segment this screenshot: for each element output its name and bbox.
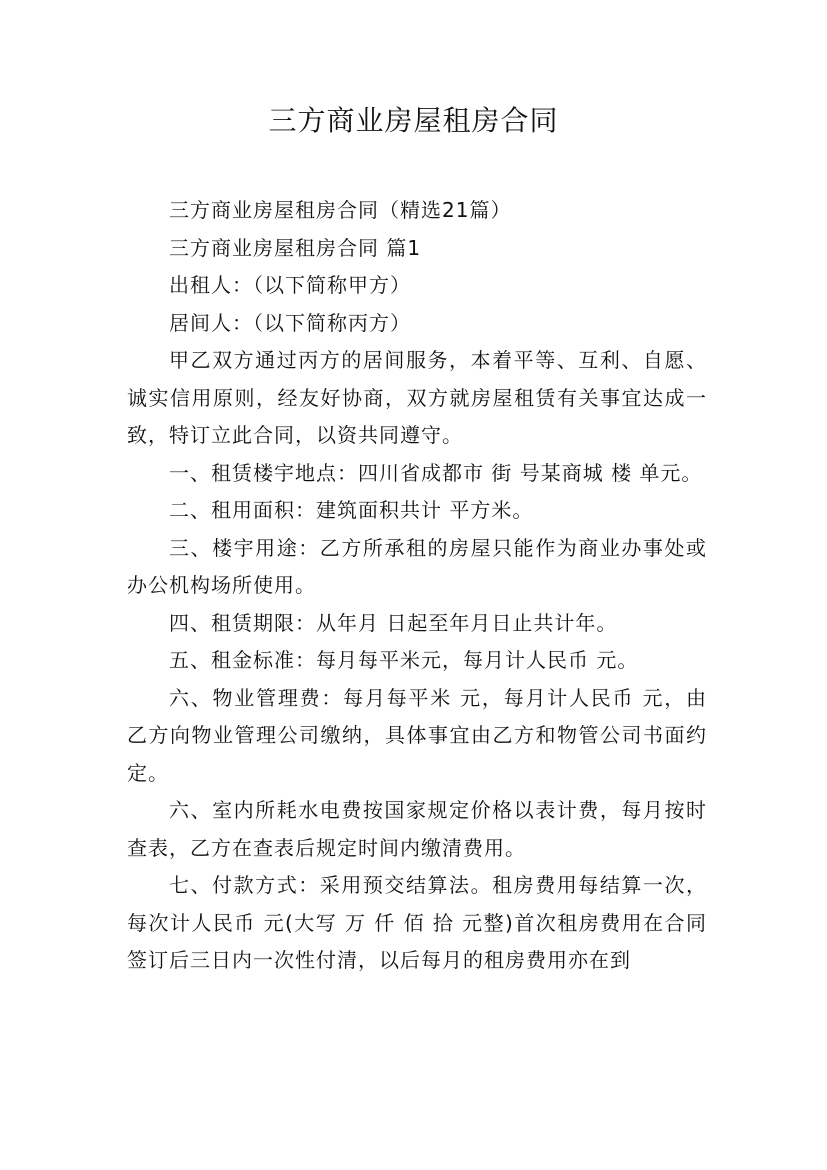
paragraph-clause-management-fee: 六、物业管理费：每月每平米 元，每月计人民币 元，由乙方向物业管理公司缴纳，具体事宜由乙方和物管公司书面约定。 [127, 685, 707, 785]
document-body [127, 192, 707, 980]
paragraph-clause-usage: 三、楼宇用途：乙方所承租的房屋只能作为商业办事处或办公机构场所使用。 [127, 535, 707, 597]
paragraph-preamble: 甲乙双方通过丙方的居间服务，本着平等、互利、自愿、诚实信用原则，经友好协商，双方就房屋租赁有关事宜达成一致，特订立此合同，以资共同遵守。 [127, 348, 707, 447]
paragraph-clause-utilities: 六、室内所耗水电费按国家规定价格以表计费，每月按时查表，乙方在查表后规定时间内缴清费用。 [127, 798, 707, 860]
paragraph-lessor: 出租人：（以下简称甲方） [169, 273, 411, 297]
paragraph-clause-payment: 七、付款方式：采用预交结算法。租房费用每结算一次，每次计人民币 元(大写 万 仟 佰 拾 元整)首次租房费用在合同签订后三日内一次性付清，以后每月的租房费用亦在到 [127, 873, 707, 972]
document-title: 三方商业房屋租房合同 [268, 104, 559, 137]
paragraph-clause-area: 二、租用面积：建筑面积共计 平方米。 [169, 498, 534, 522]
paragraph-clause-rent: 五、租金标准：每月每平米元，每月计人民币 元。 [169, 648, 639, 672]
paragraph-section-heading: 三方商业房屋租房合同 篇1 [169, 235, 422, 260]
paragraph-subtitle: 三方商业房屋租房合同（精选21篇） [169, 198, 512, 222]
paragraph-intermediary: 居间人：（以下简称丙方） [169, 310, 411, 335]
paragraph-clause-term: 四、租赁期限：从年月 日起至年月日止共计年。 [169, 610, 618, 635]
paragraph-clause-location: 一、租赁楼宇地点：四川省成都市 街 号某商城 楼 单元。 [169, 460, 703, 485]
